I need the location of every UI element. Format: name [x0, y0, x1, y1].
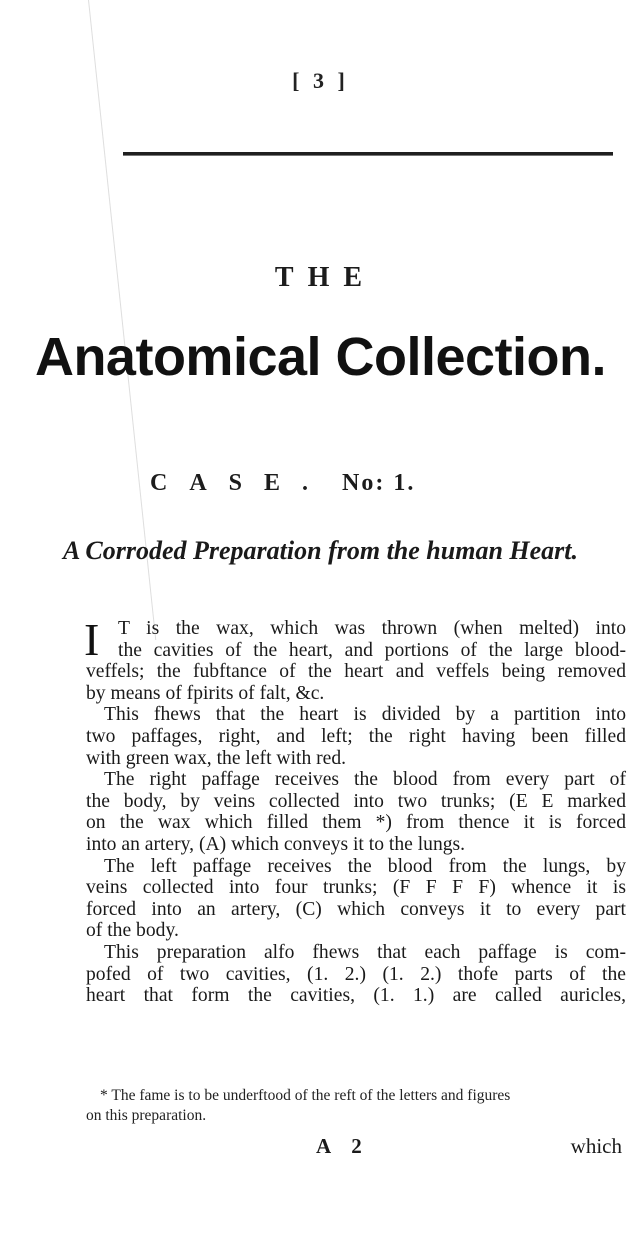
body-line-text: T is the wax, which was thrown (when melted) into	[118, 618, 626, 639]
header-rule	[123, 152, 613, 156]
signature-mark: A 2	[316, 1134, 370, 1158]
body-line: the cavities of the heart, and portions of the large blood-	[118, 639, 626, 661]
body-line: This fhews that the heart is divided by a partition into	[104, 704, 626, 726]
page-footer	[86, 1134, 626, 1164]
body-line: of the body.	[86, 920, 179, 942]
catchword: which	[570, 1134, 622, 1158]
body-line: forced into an artery, (C) which conveys it to every part	[86, 898, 626, 920]
body-line: pofed of two cavities, (1. 2.) (1. 2.) thofe parts of the	[86, 963, 626, 985]
body-text	[84, 614, 626, 1007]
body-line: with green wax, the left with red.	[86, 747, 347, 769]
drop-cap: I	[84, 614, 100, 665]
body-line: the body, by veins collected into two trunks; (E E marked	[86, 790, 626, 812]
the-heading: THE	[274, 262, 377, 293]
main-title: Anatomical Collection.	[34, 327, 607, 387]
body-line: into an artery, (A) which conveys it to the lungs.	[86, 833, 466, 855]
subtitle: A Corroded Preparation from the human Heart.	[62, 536, 579, 565]
body-line: The right paffage receives the blood from every part of	[104, 769, 626, 791]
case-number: No: 1.	[342, 470, 416, 496]
body-line: by means of fpirits of falt, &c.	[86, 682, 325, 704]
body-line: veins collected into four trunks; (F F F F) whence it is	[86, 877, 626, 899]
body-line: heart that form the cavities, (1. 1.) are called auricles,	[86, 985, 626, 1007]
footnote-line: on this preparation.	[86, 1107, 207, 1124]
body-line: The left paffage receives the blood from the lungs, by	[104, 855, 626, 877]
body-line: on the wax which filled them *) from thence it is forced	[86, 812, 626, 834]
page-number: [ 3 ]	[292, 68, 349, 93]
case-label: CASE.	[150, 470, 331, 496]
body-line: veffels; the fubftance of the heart and veffels being removed	[86, 661, 626, 683]
footnote	[86, 1086, 626, 1126]
body-line: This preparation alfo fhews that each paffage is com-	[104, 941, 626, 963]
case-line	[150, 470, 630, 497]
body-line: two paffages, right, and left; the right having been filled	[86, 725, 626, 747]
footnote-line: * The fame is to be underftood of the reft of the letters and figures	[100, 1087, 511, 1104]
